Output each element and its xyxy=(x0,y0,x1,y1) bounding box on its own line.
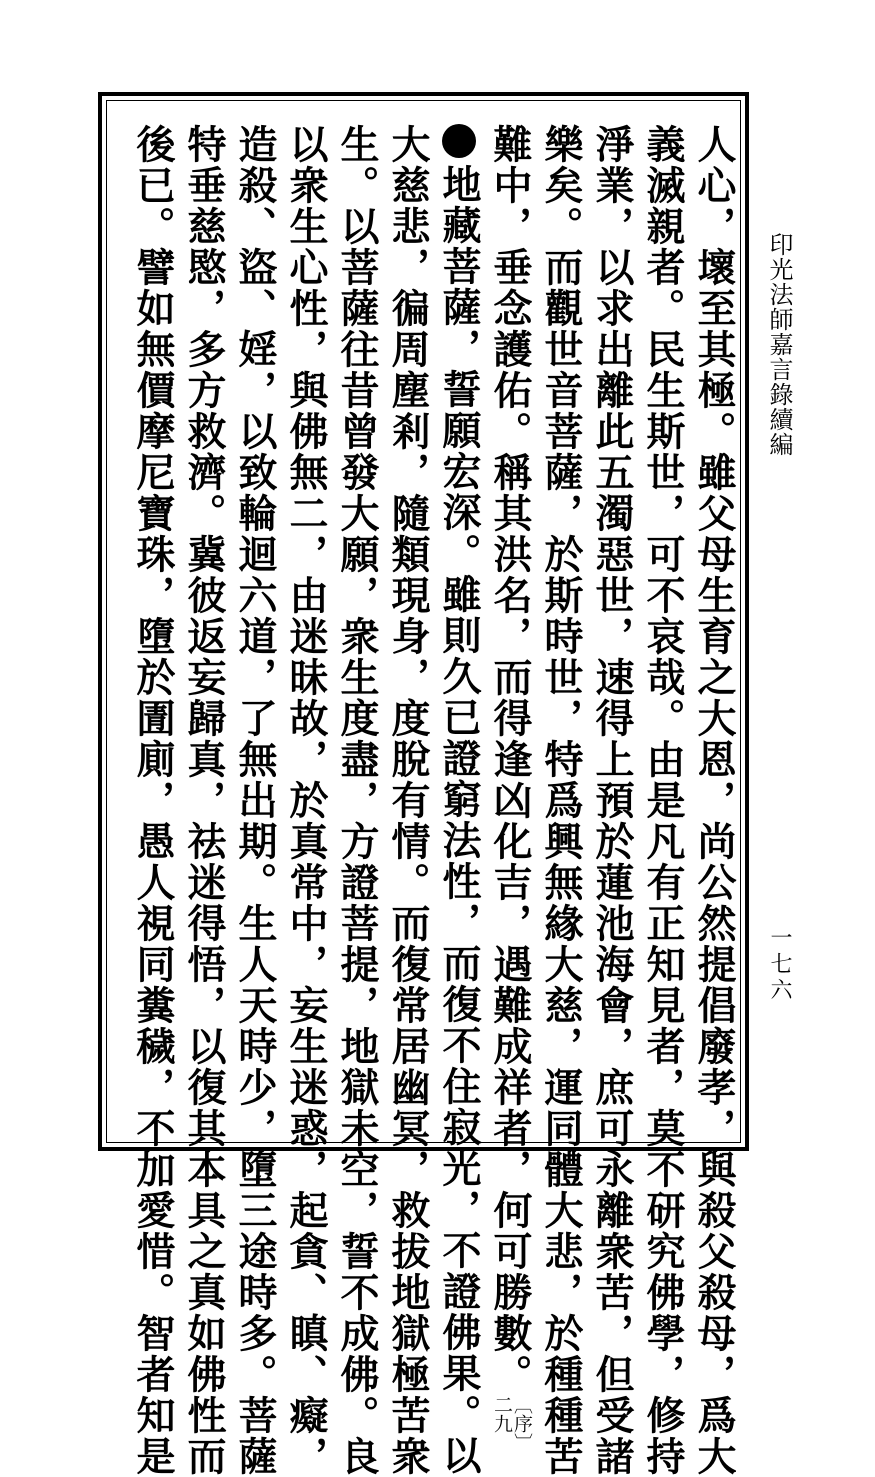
page-number: 一七六 xyxy=(767,926,792,1004)
source-note-line2: 二九 xyxy=(491,1395,513,1433)
text-column-5-body: 難中，垂念護佑。稱其洪名，而得逢凶化吉，遇難成祥者，何可勝數。 xyxy=(487,124,533,1395)
text-column-5 xyxy=(487,124,533,1452)
text-column-6 xyxy=(436,124,482,1476)
text-column-9: 以衆生心性，與佛無二，由迷昧故，於真常中，妄生迷惑，起貪、瞋、癡， xyxy=(283,124,329,1477)
text-column-2: 義滅親者。民生斯世，可不哀哉。由是凡有正知見者，莫不研究佛學，修持 xyxy=(640,124,686,1477)
text-column-6-body: 地藏菩薩，誓願宏深。雖則久已證窮法性，而復不住寂光，不證佛果。以 xyxy=(436,164,482,1476)
source-note-line1: 〔序〕 xyxy=(511,1395,533,1452)
text-column-3: 淨業，以求出離此五濁惡世，速得上預於蓮池海會，庶可永離衆苦，但受諸 xyxy=(589,124,635,1477)
source-note xyxy=(490,1395,532,1465)
text-column-11: 特垂慈愍，多方救濟。冀彼返妄歸真，祛迷得悟，以復其本具之真如佛性而 xyxy=(181,124,227,1477)
text-column-8: 生。以菩薩往昔曾發大願，衆生度盡，方證菩提，地獄未空，誓不成佛。良 xyxy=(334,124,380,1477)
text-column-1: 人心，壞至其極。雖父母生育之大恩，尚公然提倡廢孝，與殺父殺母，爲大 xyxy=(691,124,737,1477)
text-column-12: 後已。譬如無價摩尼寶珠，墮於圊廁，愚人視同糞穢，不加愛惜。智者知是 xyxy=(130,124,176,1477)
section-bullet-icon xyxy=(442,124,476,158)
text-column-7: 大慈悲，徧周塵剎，隨類現身，度脫有情。而復常居幽冥，救拔地獄極苦衆 xyxy=(385,124,431,1477)
book-title: 印光法師嘉言錄續編 xyxy=(765,232,793,457)
text-column-4: 樂矣。而觀世音菩薩，於斯時世，特爲興無緣大慈，運同體大悲，於種種苦 xyxy=(538,124,584,1477)
text-column-10: 造殺、盜、婬，以致輪迴六道，了無出期。生人天時少，墮三途時多。菩薩 xyxy=(232,124,278,1477)
